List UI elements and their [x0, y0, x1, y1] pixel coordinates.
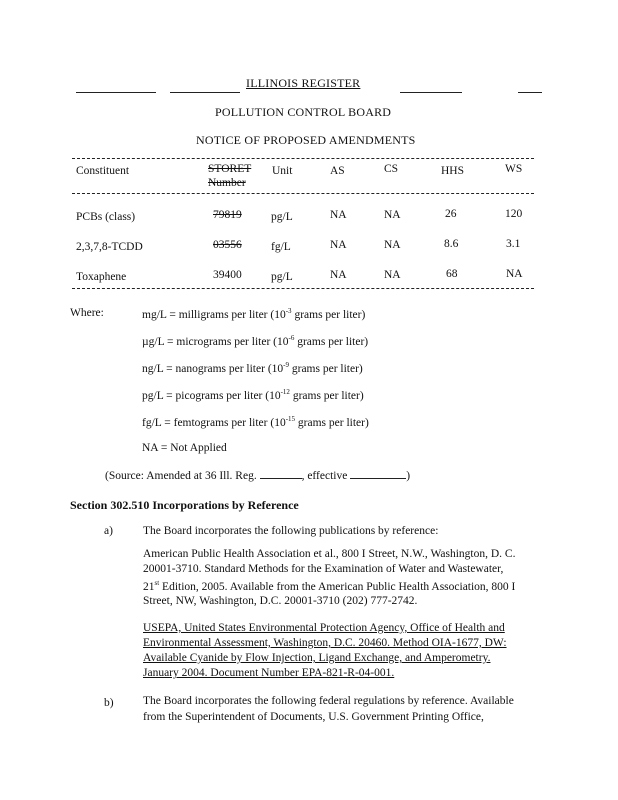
table-row-3-cs: NA — [384, 269, 401, 281]
def-pg: pg/L = picograms per liter ($10^{-12}$ grams per liter) — [142, 388, 364, 402]
section-heading: Section 302.510 Incorporations by Reference — [70, 498, 299, 512]
item-b-label: b) — [104, 697, 114, 709]
table-row-1-storet: 79819 — [213, 209, 242, 221]
notice-title: NOTICE OF PROPOSED AMENDMENTS — [196, 133, 416, 147]
table-row-2-hhs: 8.6 — [444, 238, 459, 250]
apha-line-4: Street, NW, Washington, D.C. 20001-3710 (202) 777-2742. — [143, 595, 418, 607]
def-ug: µg/L = micrograms per liter ($10^{-6}$ grams per liter) — [142, 334, 369, 348]
col-header-storet: STORET — [208, 163, 252, 175]
col-header-number: Number — [208, 177, 246, 189]
item-b-line-2: from the Superintendent of Documents, U.S. Government Printing Office, — [143, 711, 484, 723]
usepa-line-2: Environmental Assessment, Washington, D.C. 20460. Method OIA-1677, DW: — [143, 637, 507, 649]
usepa-line-3: Available Cyanide by Flow Injection, Ligand Exchange, and Amperometry. — [143, 652, 491, 664]
table-row-3-constituent: Toxaphene — [76, 271, 127, 283]
table-row-1-ws: 120 — [505, 208, 523, 220]
table-row-1-cs: NA — [384, 209, 401, 221]
table-row-1-unit: pg/L — [271, 211, 293, 223]
item-b-line-1: The Board incorporates the following federal regulations by reference. Available — [143, 695, 514, 707]
header-rule-3 — [400, 92, 462, 93]
table-row-1-constituent: PCBs (class) — [76, 211, 136, 223]
table-row-3-ws: NA — [506, 268, 523, 280]
table-row-2-constituent: 2,3,7,8-TCDD — [76, 241, 143, 253]
table-row-2-cs: NA — [384, 239, 401, 251]
table-row-3-hhs: 68 — [446, 268, 458, 280]
table-row-2-ws: 3.1 — [506, 238, 521, 250]
table-row-3-as: NA — [330, 269, 347, 281]
col-header-cs: CS — [384, 163, 399, 175]
apha-line-1: American Public Health Association et al., 800 I Street, N.W., Washington, D. C. — [143, 548, 516, 560]
def-fg: fg/L = femtograms per liter ($10^{-15}$ grams per liter) — [142, 415, 369, 429]
col-header-ws: WS — [505, 163, 523, 175]
table-row-1-as: NA — [330, 209, 347, 221]
apha-line-3: 21st Edition, 2005. Available from the American Public Health Association, 800 I — [143, 579, 516, 593]
table-header-rule — [72, 193, 534, 194]
table-row-1-hhs: 26 — [445, 208, 457, 220]
header-rule-1 — [76, 92, 156, 93]
header-rule-4 — [518, 92, 542, 93]
col-header-as: AS — [330, 165, 345, 177]
apha-line-2: 20001-3710. Standard Methods for the Examination of Water and Wastewater, — [143, 563, 504, 575]
table-row-2-unit: fg/L — [271, 241, 291, 253]
table-top-rule — [72, 158, 534, 159]
table-bottom-rule — [72, 288, 534, 289]
col-header-unit: Unit — [272, 165, 293, 177]
col-header-constituent: Constituent — [76, 165, 130, 177]
agency-title: POLLUTION CONTROL BOARD — [215, 105, 392, 119]
header-rule-2 — [170, 92, 240, 93]
item-a-label: a) — [104, 525, 113, 537]
col-header-hhs: HHS — [441, 165, 465, 177]
table-row-2-storet: 03556 — [213, 239, 242, 251]
usepa-line-4: January 2004. Document Number EPA-821-R-04-001. — [143, 667, 395, 679]
def-mg: mg/L = milligrams per liter ($10^{-3}$ grams per liter) — [142, 307, 366, 321]
table-row-3-unit: pg/L — [271, 271, 293, 283]
register-title: ILLINOIS REGISTER — [246, 76, 361, 90]
effective-blank — [350, 468, 406, 479]
table-row-3-storet: 39400 — [213, 269, 242, 281]
where-label: Where: — [70, 307, 104, 319]
source-note: (Source: Amended at 36 Ill. Reg. , effective ) — [105, 470, 411, 482]
usepa-line-1: USEPA, United States Environmental Protection Agency, Office of Health and — [143, 622, 505, 634]
def-na: NA = Not Applied — [142, 442, 227, 454]
item-a-text: The Board incorporates the following publications by reference: — [143, 525, 439, 537]
def-ng: ng/L = nanograms per liter ($10^{-9}$ grams per liter) — [142, 361, 363, 375]
register-blank — [260, 468, 302, 479]
table-row-2-as: NA — [330, 239, 347, 251]
